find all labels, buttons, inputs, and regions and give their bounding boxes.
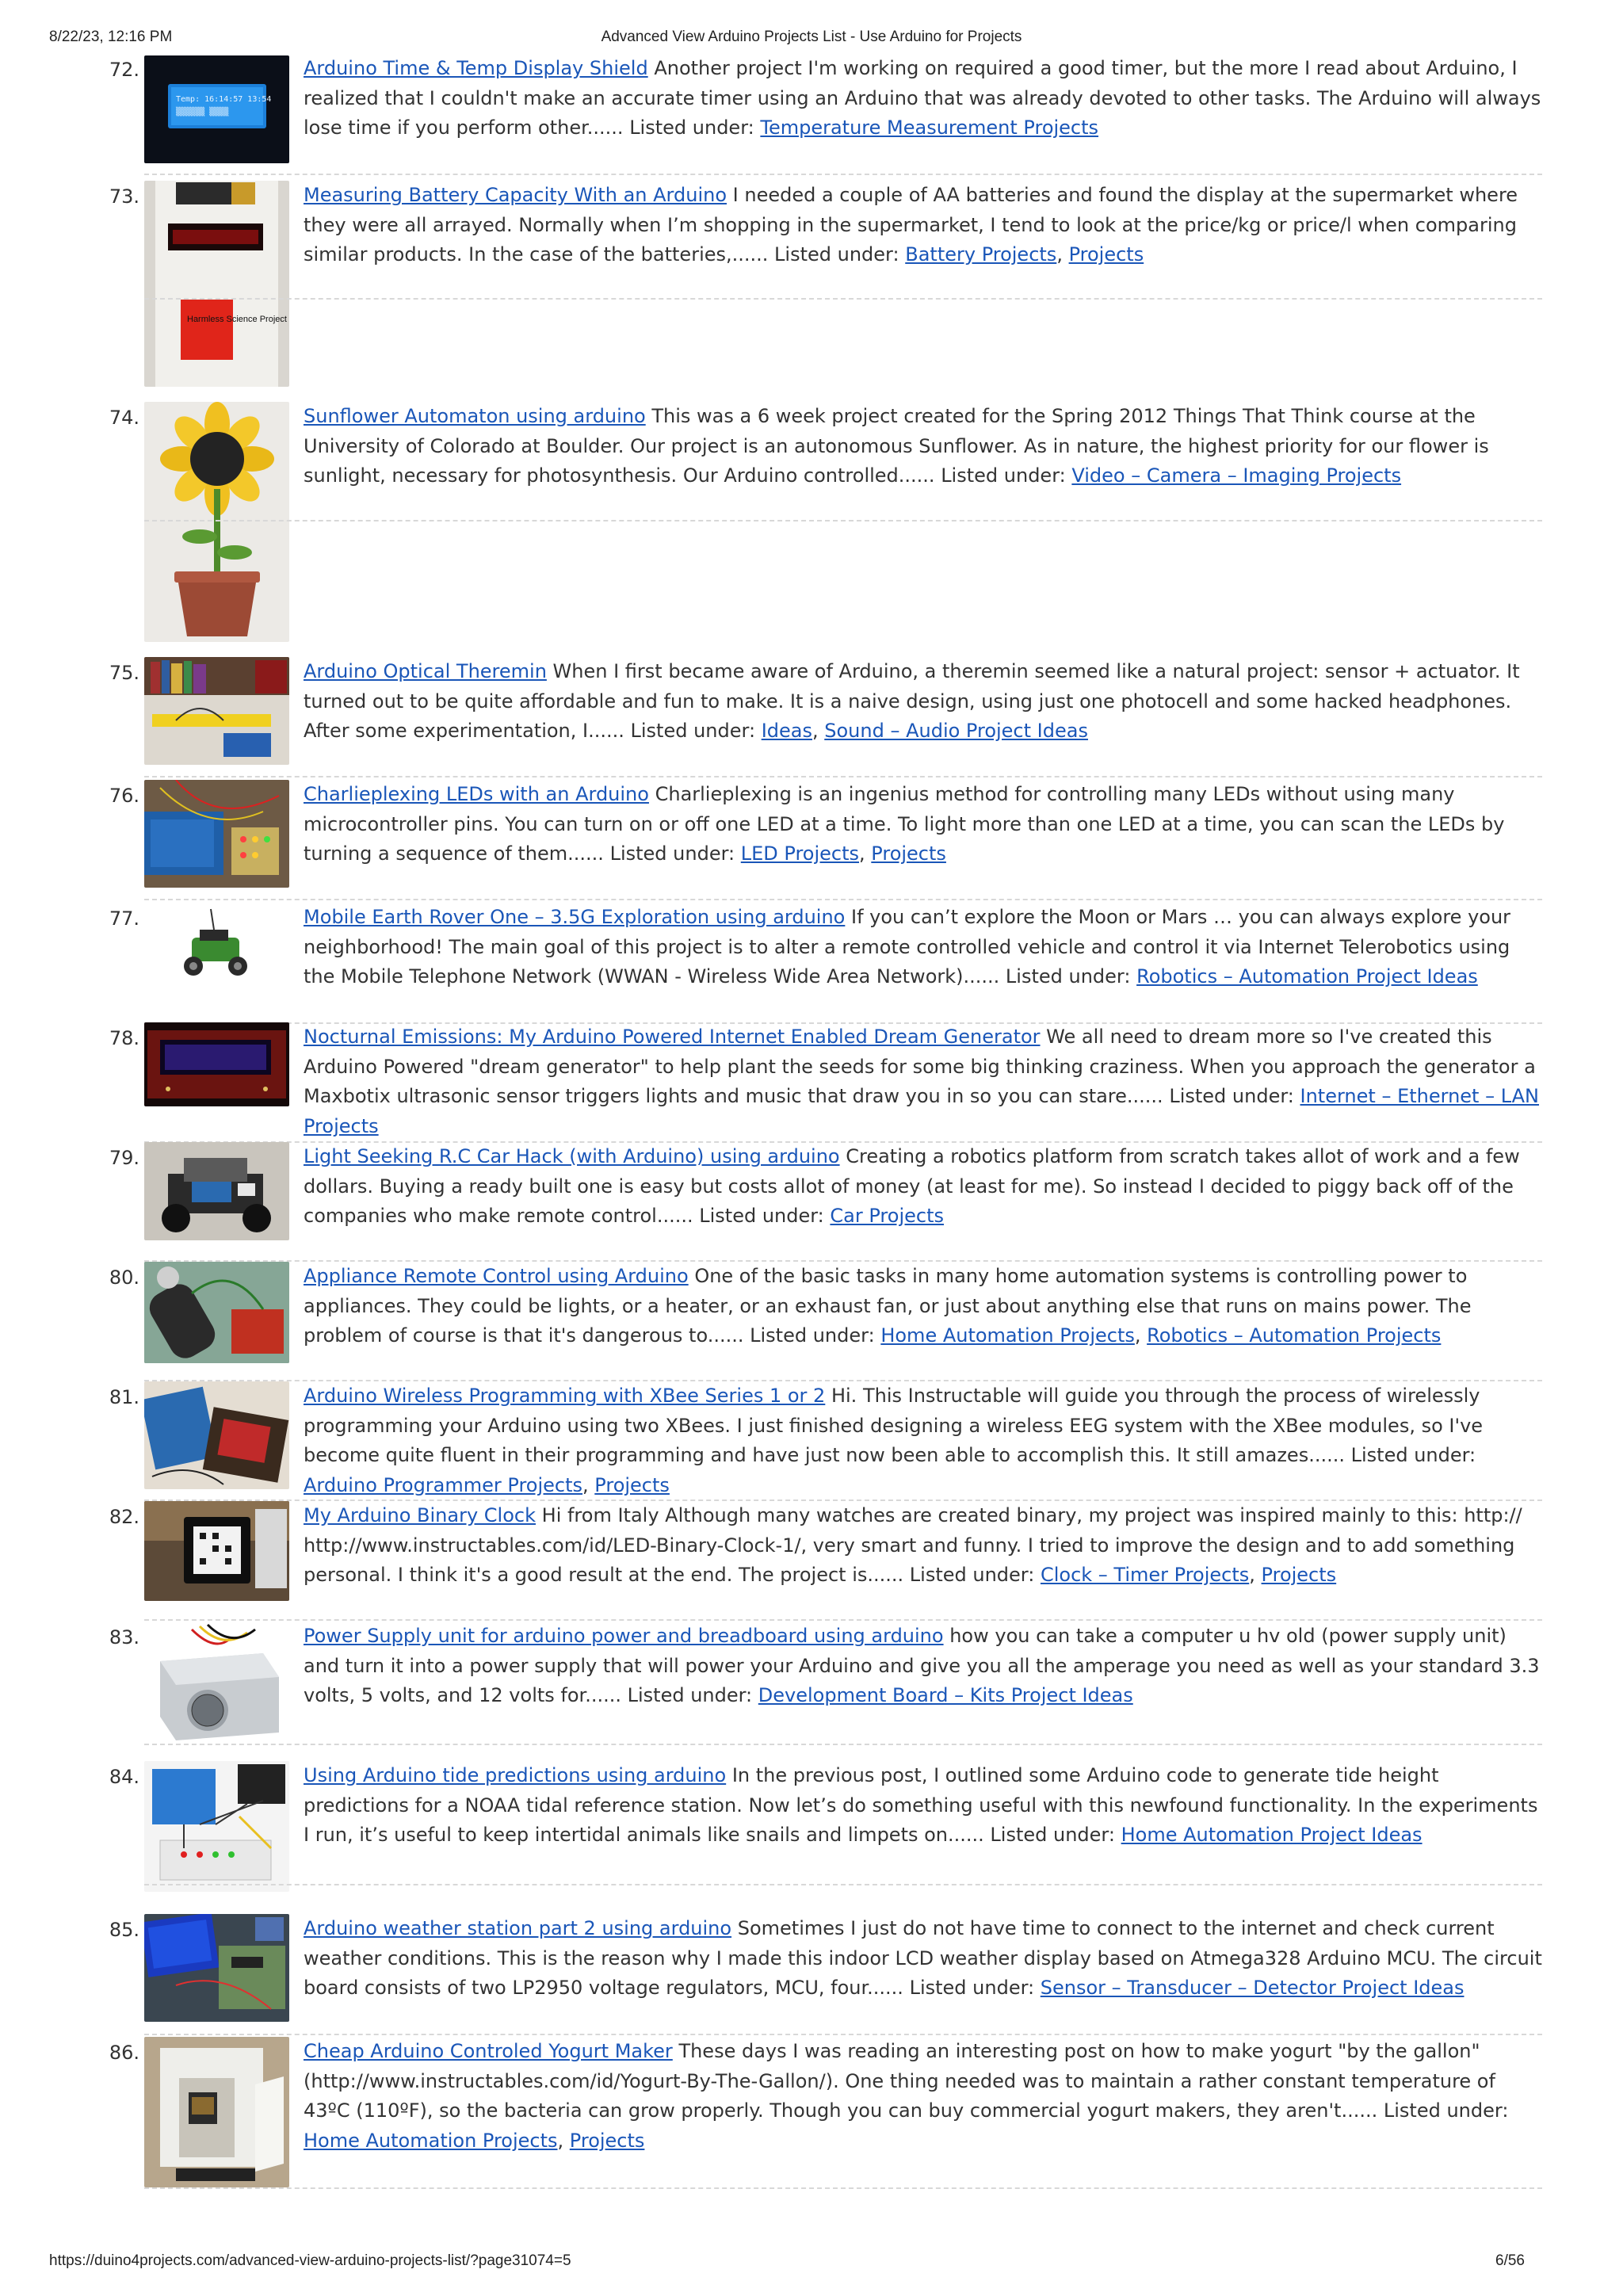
project-thumbnail[interactable] [144, 780, 289, 888]
item-number: 80. [109, 1266, 139, 1289]
project-description: Hi. This Instructable will guide you through the process of wirelessly programming your Arduino using two XBees. I just finished designing a wireless EEG system with the XBee modules, so I've become quite fluent in their programming and have just now been able to accomplish this. It still amazes...... [304, 1385, 1484, 1466]
category-link[interactable]: Arduino Programmer Projects [304, 1473, 583, 1496]
item-number: 83. [109, 1626, 139, 1648]
project-description: I needed a couple of AA batteries and found the display at the supermarket where they were all arrayed. Normally when I’m shopping in the supermarket, I tend to look at the price/kg or price/l when comparing similar products. In the case of the batteries,...... [304, 184, 1518, 266]
project-thumbnail[interactable] [144, 903, 289, 1010]
project-thumbnail[interactable] [144, 1381, 289, 1489]
project-link[interactable]: Arduino Optical Theremin [304, 660, 547, 682]
project-link[interactable]: Arduino Time & Temp Display Shield [304, 57, 648, 79]
separator [144, 776, 1542, 777]
item-text [304, 1622, 1542, 1711]
category-link[interactable]: Home Automation Projects [304, 2129, 558, 2152]
project-thumbnail[interactable] [144, 1622, 289, 1745]
category-link[interactable]: Home Automation Projects [880, 1324, 1135, 1347]
print-footer [49, 2252, 1574, 2276]
project-description: Creating a robotics platform from scratch takes allot of work and a few dollars. Buying a ready built one is easy but costs allot of money (at least for me). So instead I decided to piggy back off of the companies who make remote control...... [304, 1145, 1520, 1227]
item-text [304, 54, 1542, 143]
project-description: When I first became aware of Arduino, a theremin seemed like a natural project: sensor + actuator. It turned out to be quite affordable and fun to make. It is a naive design, using just one photocell and some hacked headphones. After some experimentation, I...... [304, 660, 1520, 742]
print-date: 8/22/23, 12:16 PM [49, 29, 173, 45]
item-number: 85. [109, 1919, 139, 1941]
svg-text:▒▒▒▒▒▒ ▒▒▒▒: ▒▒▒▒▒▒ ▒▒▒▒ [176, 108, 229, 117]
item-text: Measuring Battery Capacity With an Arduino I needed a couple of AA batteries and found the display at the supermarket where they were all arrayed. Normally when I’m shopping in the supermarket, I tend to look at the price/kg or price/l when comparing similar products. In the case of the batteries,...... Listed under: Battery Projects, Projects [304, 184, 1518, 266]
listed-under-label: Listed under: [630, 720, 756, 742]
project-link[interactable]: Sunflower Automaton using arduino [304, 405, 646, 427]
project-description: how you can take a computer u hv old (power supply unit) and turn it into a power supply that will power your Arduino and give you all the amperage you need as well as your standard 3.3 volts, 5 volts, and 12 volts for...... [304, 1625, 1540, 1706]
separator [144, 899, 1542, 900]
category-link[interactable]: Robotics – Automation Projects [1147, 1324, 1442, 1347]
project-thumbnail[interactable] [144, 1501, 289, 1601]
item-number: 72. [109, 59, 139, 81]
item-number: 76. [109, 785, 139, 807]
project-link[interactable]: Light Seeking R.C Car Hack (with Arduino) using arduino [304, 1145, 840, 1167]
project-description: If you can’t explore the Moon or Mars … you can always explore your neighborhood! The main goal of this project is to alter a remote controlled vehicle and control it via Internet Telerobotics using the Mobile Telephone Network (WWAN - Wireless Wide Area Network)...... [304, 906, 1511, 988]
item-text: Appliance Remote Control using Arduino One of the basic tasks in many home automation systems is controlling power to appliances. They could be lights, or a heater, or an exhaust fan, or just about anything else that runs on mains power. The problem of course is that it's dangerous to...... Listed under: Home Automation Projects, Robotics – Automation Projects [304, 1265, 1472, 1347]
project-link[interactable]: Power Supply unit for arduino power and breadboard using arduino [304, 1625, 944, 1647]
project-thumbnail[interactable] [144, 1914, 289, 2022]
listed-under-label: Listed under: [1169, 1085, 1294, 1107]
project-link[interactable]: My Arduino Binary Clock [304, 1504, 536, 1526]
category-link[interactable]: Internet – Ethernet – LAN Projects [304, 1085, 1540, 1137]
item-text [304, 402, 1542, 491]
project-link[interactable]: Charlieplexing LEDs with an Arduino [304, 783, 649, 805]
project-thumbnail[interactable] [144, 1022, 289, 1106]
category-link[interactable]: Sensor – Transducer – Detector Project Ideas [1040, 1977, 1465, 1999]
category-link[interactable]: Development Board – Kits Project Ideas [758, 1684, 1133, 1706]
item-number: 75. [109, 662, 139, 684]
listed-under-label: Listed under: [909, 1564, 1035, 1586]
separator [144, 298, 1542, 300]
project-description: We all need to dream more so I've created this Arduino Powered "dream generator" to help plant the seeds for some big thinking craziness. When you approach the generator a Maxbotix ultrasonic sensor triggers lights and music that draw you in so you can stare...... [304, 1026, 1536, 1107]
print-url: https://duino4projects.com/advanced-view-arduino-projects-list/?page31074=5 [49, 2252, 571, 2269]
listed-under-label: Listed under: [909, 1977, 1035, 1999]
project-link[interactable]: Measuring Battery Capacity With an Arduino [304, 184, 727, 206]
project-description: Hi from Italy Although many watches are created binary, my project was inspired mainly to this: http:// http://www.instructables.com/id/LED-Binary-Clock-1/, very smart and funny. I tried to improve the design and to add something personal. I think it's a good result at the end. The project is...... [304, 1504, 1522, 1586]
item-number: 78. [109, 1027, 139, 1049]
project-thumbnail[interactable] [144, 2037, 289, 2187]
item-text [304, 903, 1542, 992]
category-link[interactable]: Ideas [761, 720, 812, 742]
project-link[interactable]: Arduino Wireless Programming with XBee Series 1 or 2 [304, 1385, 826, 1407]
item-number: 73. [109, 185, 139, 208]
page-number: 6/56 [1495, 2252, 1525, 2269]
project-link[interactable]: Using Arduino tide predictions using arduino [304, 1764, 727, 1786]
separator [144, 1884, 1542, 1885]
item-text: Charlieplexing LEDs with an Arduino Charlieplexing is an ingenius method for controlling many LEDs without using many microcontroller pins. You can turn on or off one LED at a time. To light more than one LED at a time, you can scan the LEDs by turning a sequence of them...... Listed under: LED Projects, Projects [304, 783, 1505, 865]
listed-under-label: Listed under: [699, 1205, 824, 1227]
project-link[interactable]: Nocturnal Emissions: My Arduino Powered Internet Enabled Dream Generator [304, 1026, 1041, 1048]
print-title: Advanced View Arduino Projects List - Use Arduino for Projects [601, 29, 1022, 45]
item-number: 81. [109, 1386, 139, 1408]
project-thumbnail[interactable] [144, 1142, 289, 1240]
item-number: 77. [109, 907, 139, 930]
listed-under-label: Listed under: [1350, 1444, 1476, 1466]
separator [144, 2034, 1542, 2035]
category-link[interactable]: Projects [594, 1473, 670, 1496]
listed-under-label: Listed under: [774, 243, 899, 266]
project-thumbnail[interactable] [144, 1761, 289, 1892]
category-link[interactable]: Video – Camera – Imaging Projects [1071, 464, 1402, 487]
project-thumbnail[interactable] [144, 402, 289, 642]
project-description: Sometimes I just do not have time to connect to the internet and check current weather conditions. This is the reason why I made this indoor LCD weather display based on Atmega328 Arduino MCU. The circuit board consists of two LP2950 voltage regulators, MCU, four...... [304, 1917, 1542, 1999]
listed-under-label: Listed under: [1005, 965, 1131, 988]
category-link[interactable]: Car Projects [830, 1205, 944, 1227]
category-link[interactable]: LED Projects [740, 842, 860, 865]
listed-under-label: Listed under: [609, 842, 735, 865]
print-header [49, 24, 1574, 48]
item-number: 84. [109, 1766, 139, 1788]
listed-under-label: Listed under: [941, 464, 1066, 487]
listed-under-label: Listed under: [627, 1684, 753, 1706]
project-description: Charlieplexing is an ingenius method for controlling many LEDs without using many microcontroller pins. You can turn on or off one LED at a time. To light more than one LED at a time, you can scan the LEDs by turning a sequence of them...... [304, 783, 1505, 865]
project-description: These days I was reading an interesting post on how to make yogurt "by the gallon" (http://www.instructables.com/id/Yogurt-By-The-Gallon/). One thing needed was to maintain a rather constant temperature of 43ºC (110ºF), so the bacteria can grow properly. Though you can buy commercial yogurt makers, they aren't...... [304, 2040, 1495, 2122]
category-link[interactable]: Home Automation Project Ideas [1121, 1824, 1423, 1846]
project-thumbnail[interactable] [144, 657, 289, 765]
separator [144, 174, 1542, 175]
item-text [304, 1022, 1542, 1141]
item-text [304, 1142, 1542, 1232]
separator [144, 1619, 1542, 1621]
category-link[interactable]: Battery Projects [905, 243, 1057, 266]
lcd-line: Temp: 16:14:57 13:54 [176, 95, 272, 104]
item-text [304, 1914, 1542, 2004]
item-number: 82. [109, 1506, 139, 1528]
category-link[interactable]: Projects [1068, 243, 1144, 266]
item-text: Arduino Wireless Programming with XBee Series 1 or 2 Hi. This Instructable will guide you through the process of wirelessly programming your Arduino using two XBees. I just finished designing a wireless EEG system with the XBee modules, so I've become quite fluent in their programming and have just now been able to accomplish this. It still amazes...... Listed under: Arduino Programmer Projects, Projects [304, 1385, 1484, 1496]
project-description: This was a 6 week project created for the Spring 2012 Things That Think course at the University of Colorado at Boulder. Our project is an autonomous Sunflower. As in nature, the highest priority for our flower is sunlight, necessary for photosynthesis. Our Arduino controlled...... [304, 405, 1489, 487]
separator [144, 520, 1542, 521]
item-number: 86. [109, 2042, 139, 2064]
project-thumbnail[interactable] [144, 181, 289, 387]
item-number: 74. [109, 407, 139, 429]
item-number: 79. [109, 1147, 139, 1169]
item-text: Arduino Optical Theremin When I first became aware of Arduino, a theremin seemed like a natural project: sensor + actuator. It turned out to be quite affordable and fun to make. It is a naive design, using just one photocell and some hacked headphones. After some experimentation, I...... Listed under: Ideas, Sound – Audio Project Ideas [304, 660, 1520, 742]
listed-under-label: Listed under: [629, 117, 754, 139]
project-link[interactable]: Arduino weather station part 2 using arduino [304, 1917, 732, 1939]
category-link[interactable]: Projects [1261, 1564, 1337, 1586]
category-link[interactable]: Sound – Audio Project Ideas [824, 720, 1088, 742]
thumbnail-label: Harmless Science Project [187, 315, 287, 324]
listed-under-label: Listed under: [990, 1824, 1115, 1846]
project-link[interactable]: Mobile Earth Rover One – 3.5G Exploration using arduino [304, 906, 846, 928]
project-description: One of the basic tasks in many home automation systems is controlling power to appliances. They could be lights, or a heater, or an exhaust fan, or just about anything else that runs on mains power. The problem of course is that it's dangerous to...... [304, 1265, 1472, 1347]
category-link[interactable]: Clock – Timer Projects [1040, 1564, 1250, 1586]
project-thumbnail[interactable] [144, 1262, 289, 1363]
project-description: In the previous post, I outlined some Arduino code to generate tide height predictions for a NOAA tidal reference station. Now let’s do something useful with this newfound functionality. In the experiments I run, it’s useful to keep intertidal animals like snails and limpets on...... [304, 1764, 1538, 1846]
category-link[interactable]: Robotics – Automation Project Ideas [1136, 965, 1478, 988]
separator [144, 2187, 1542, 2189]
project-link[interactable]: Appliance Remote Control using Arduino [304, 1265, 689, 1287]
item-text: My Arduino Binary Clock Hi from Italy Although many watches are created binary, my project was inspired mainly to this: http:// http://www.instructables.com/id/LED-Binary-Clock-1/, very smart and funny. I tried to improve the design and to add something personal. I think it's a good result at the end. The project is...... Listed under: Clock – Timer Projects, Projects [304, 1504, 1522, 1586]
category-link[interactable]: Temperature Measurement Projects [760, 117, 1099, 139]
item-text: Cheap Arduino Controled Yogurt Maker These days I was reading an interesting post on how to make yogurt "by the gallon" (http://www.instructables.com/id/Yogurt-By-The-Gallon/). One thing needed was to maintain a rather constant temperature of 43ºC (110ºF), so the bacteria can grow properly. Though you can buy commercial yogurt makers, they aren't...... Listed under: Home Automation Projects, Projects [304, 2040, 1509, 2152]
listed-under-label: Listed under: [750, 1324, 875, 1347]
listed-under-label: Listed under: [1383, 2099, 1509, 2122]
project-thumbnail[interactable] [144, 55, 289, 163]
item-text [304, 1761, 1542, 1851]
category-link[interactable]: Projects [569, 2129, 645, 2152]
project-description: Another project I'm working on required a good timer, but the more I read about Arduino, I realized that I couldn't make an accurate timer using an Arduino that was already devoted to other tasks. The Arduino will always lose time if you perform other...... [304, 57, 1541, 139]
separator [144, 1744, 1542, 1745]
category-link[interactable]: Projects [871, 842, 946, 865]
project-link[interactable]: Cheap Arduino Controled Yogurt Maker [304, 2040, 673, 2062]
